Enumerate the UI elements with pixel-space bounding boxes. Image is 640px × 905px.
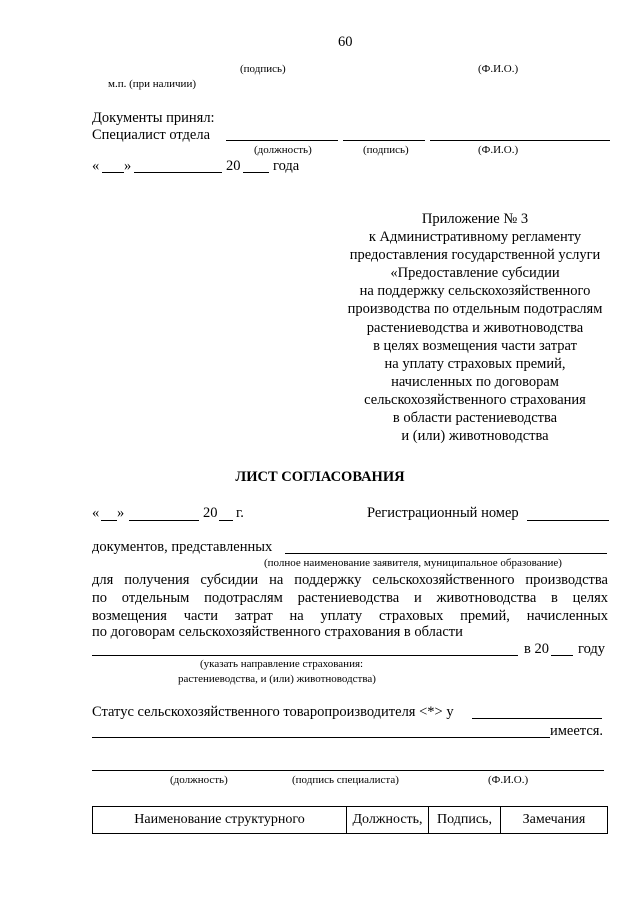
- sig-specialist-caption: (подпись специалиста): [292, 774, 399, 786]
- signature-line: [343, 140, 425, 141]
- direction-line: [92, 655, 518, 656]
- sheet-month-line: [129, 520, 199, 521]
- appendix-line: «Предоставление субсидии: [390, 265, 560, 282]
- signature-caption-2: (подпись): [363, 144, 409, 156]
- para-line: для получения субсидии на поддержку сельскохозяйственного производства: [92, 572, 608, 588]
- sheet-title: ЛИСТ СОГЛАСОВАНИЯ: [235, 469, 405, 485]
- year-prefix: 20: [226, 158, 241, 174]
- sheet-year-line: [219, 520, 233, 521]
- sheet-date-open: «: [92, 505, 100, 521]
- appendix-line: предоставления государственной услуги: [349, 247, 601, 264]
- para-line: по отдельным подотраслям растениеводства и животноводства в целях: [92, 590, 608, 606]
- fio-line: [430, 140, 610, 141]
- appendix-line: в области растениеводства: [392, 410, 558, 427]
- table-header-cell: Должность,: [347, 807, 429, 833]
- reg-number-label: Регистрационный номер: [367, 505, 519, 521]
- year-suffix: года: [273, 158, 300, 174]
- applicant-caption: (полное наименование заявителя, муниципальное образование): [264, 557, 562, 569]
- month-line: [134, 172, 222, 173]
- day-line: [102, 172, 124, 173]
- appendix-line: растениеводства и животноводства: [366, 319, 584, 336]
- fio-caption: (Ф.И.О.): [478, 63, 519, 75]
- appendix-line: начисленных по договорам: [391, 373, 559, 390]
- sig-fio-caption: (Ф.И.О.): [488, 774, 529, 786]
- table-header-cell: Подпись,: [429, 807, 501, 833]
- direction-caption-2: растениеводства, и (или) животноводства): [178, 673, 376, 685]
- appendix-line: на уплату страховых премий,: [384, 355, 566, 372]
- para-line: возмещения части затрат на уплату страховых премий, начисленных: [92, 608, 608, 624]
- appendix-block: [330, 210, 620, 445]
- position-line: [226, 140, 338, 141]
- direction-year-line: [551, 655, 573, 656]
- year-label-suffix: году: [578, 641, 606, 657]
- specialist-signature-line: [92, 770, 604, 771]
- sheet-date-close: »: [117, 505, 125, 521]
- appendix-line: производства по отдельным подотраслям: [347, 301, 603, 318]
- appendix-line: на поддержку сельскохозяйственного: [359, 283, 591, 300]
- approval-table-header: [92, 806, 608, 834]
- appendix-line: и (или) животноводства: [401, 428, 549, 445]
- status-label: Статус сельскохозяйственного товаропроизводителя <*> у: [92, 704, 454, 720]
- appendix-line: к Административному регламенту: [368, 229, 582, 246]
- sig-position-caption: (должность): [170, 774, 228, 786]
- status-line: [92, 737, 550, 738]
- appendix-line: Приложение № 3: [421, 211, 529, 227]
- year-label-prefix: в 20: [524, 641, 549, 657]
- stamp-caption: м.п. (при наличии): [108, 78, 196, 90]
- para-last-line: по договорам сельскохозяйственного страхования в области: [92, 624, 463, 640]
- appendix-line: сельскохозяйственного страхования: [364, 391, 586, 408]
- appendix-line: в целях возмещения части затрат: [373, 337, 577, 354]
- year-line: [243, 172, 269, 173]
- sheet-year-suffix: г.: [236, 505, 244, 521]
- sheet-year-prefix: 20: [203, 505, 218, 521]
- applicant-line: [285, 553, 607, 554]
- has-label: имеется.: [550, 723, 604, 739]
- table-header-cell: Наименование структурного: [93, 807, 347, 833]
- table-header-cell: Замечания: [522, 812, 586, 827]
- date-close-quote: »: [124, 158, 132, 174]
- sheet-day-line: [101, 520, 117, 521]
- signature-caption: (подпись): [240, 63, 286, 75]
- date-open-quote: «: [92, 158, 100, 174]
- status-owner-line: [472, 718, 602, 719]
- docs-label: документов, представленных: [92, 539, 273, 555]
- direction-caption-1: (указать направление страхования:: [200, 658, 364, 670]
- reg-number-line: [527, 520, 609, 521]
- accepted-heading: Документы принял:: [92, 110, 215, 126]
- page-number: 60: [338, 34, 353, 50]
- position-caption: (должность): [254, 144, 312, 156]
- fio-caption-2: (Ф.И.О.): [478, 144, 519, 156]
- specialist-label: Специалист отдела: [92, 127, 211, 143]
